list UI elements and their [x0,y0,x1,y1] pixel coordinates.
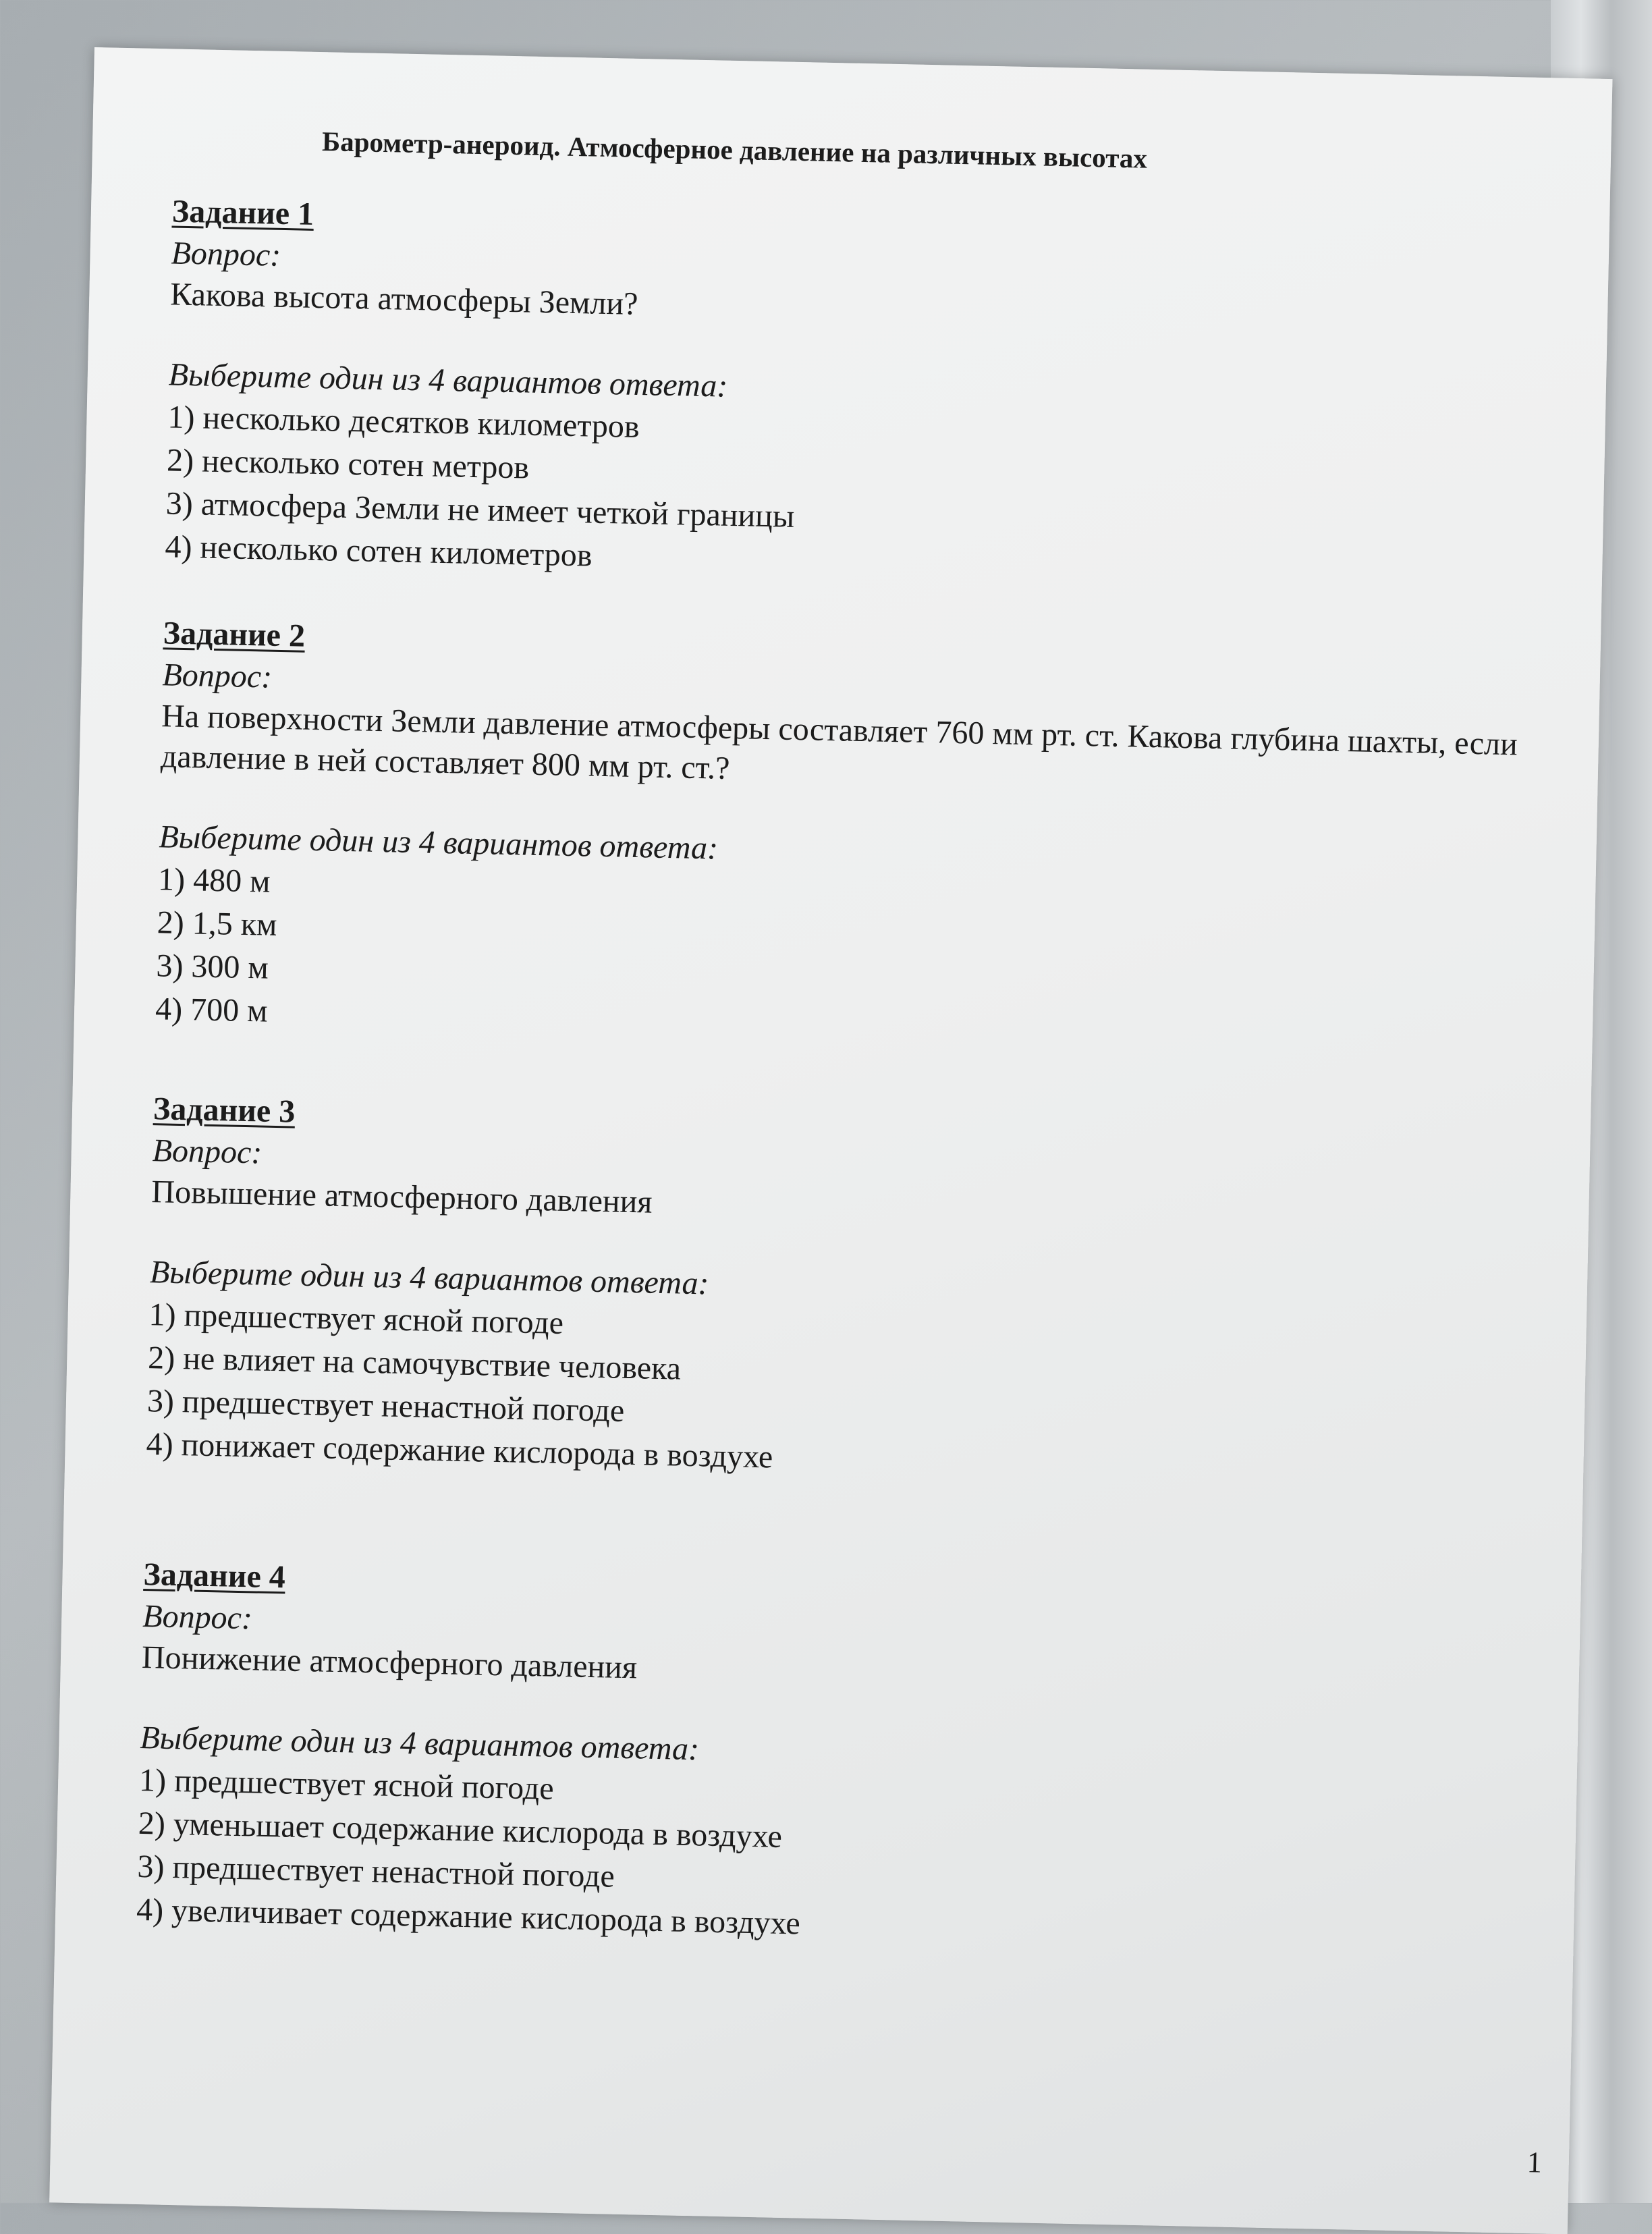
task-heading: Задание 2 [163,615,306,654]
document-content [49,47,1612,2234]
paper-sheet [49,47,1612,2234]
answer-options [155,858,1542,1060]
document-title: Барометр-анероид. Атмосферное давление на различных высотах [321,126,1148,174]
answer-instruction: Выберите один из 4 вариантов ответа: [158,819,719,867]
answer-option: 3) 300 м [155,948,269,986]
task-2 [155,612,1547,1060]
answer-option: 4) несколько сотен километров [164,528,593,574]
question-text: Понижение атмосферного давления [141,1639,638,1686]
answer-option: 4) 700 м [155,991,269,1029]
answer-option: 2) несколько сотен метров [166,442,530,486]
answer-option: 3) предшествует ненастной погоде [137,1848,615,1895]
question-label: Вопрос: [171,235,281,273]
task-4 [136,1554,1527,1961]
answer-options [136,1759,1523,1961]
page-number: 1 [1526,2146,1543,2179]
question-label: Вопрос: [142,1598,253,1637]
question-text: Какова высота атмосферы Земли? [169,276,638,322]
task-heading: Задание 4 [143,1556,286,1596]
answer-option: 1) несколько десятков километров [167,399,640,445]
answer-option: 3) атмосфера Земли не имеет четкой границы [165,485,795,535]
answer-option: 4) увеличивает содержание кислорода в воздухе [136,1891,801,1942]
answer-instruction: Выберите один из 4 вариантов ответа: [168,356,728,404]
answer-option: 1) предшествует ясной погоде [148,1297,564,1341]
answer-option: 2) 1,5 км [157,904,278,943]
answer-option: 2) не влияет на самочувствие человека [147,1340,682,1387]
task-3 [146,1088,1537,1495]
answer-instruction: Выберите один из 4 вариантов ответа: [149,1254,710,1302]
question-label: Вопрос: [152,1133,263,1171]
task-1 [165,190,1555,597]
task-heading: Задание 3 [153,1091,296,1130]
answer-option: 4) понижает содержание кислорода в воздухе [146,1426,773,1475]
question-text: На поверхности Земли давление атмосферы составляет 760 мм рт. ст. Какова глубина шахты, если давление в ней составляет 800 мм рт. ст.? [160,698,1518,786]
answer-option: 2) уменьшает содержание кислорода в воздухе [138,1805,783,1855]
answer-options [165,396,1551,597]
answer-instruction: Выберите один из 4 вариантов ответа: [140,1719,700,1768]
question-label: Вопрос: [161,657,273,695]
question-text: Повышение атмосферного давления [150,1174,653,1220]
answer-option: 1) предшествует ясной погоде [138,1762,555,1807]
task-heading: Задание 1 [171,193,314,232]
answer-option: 3) предшествует ненастной погоде [146,1383,625,1429]
answer-options [146,1293,1533,1495]
answer-option: 1) 480 м [157,861,271,900]
